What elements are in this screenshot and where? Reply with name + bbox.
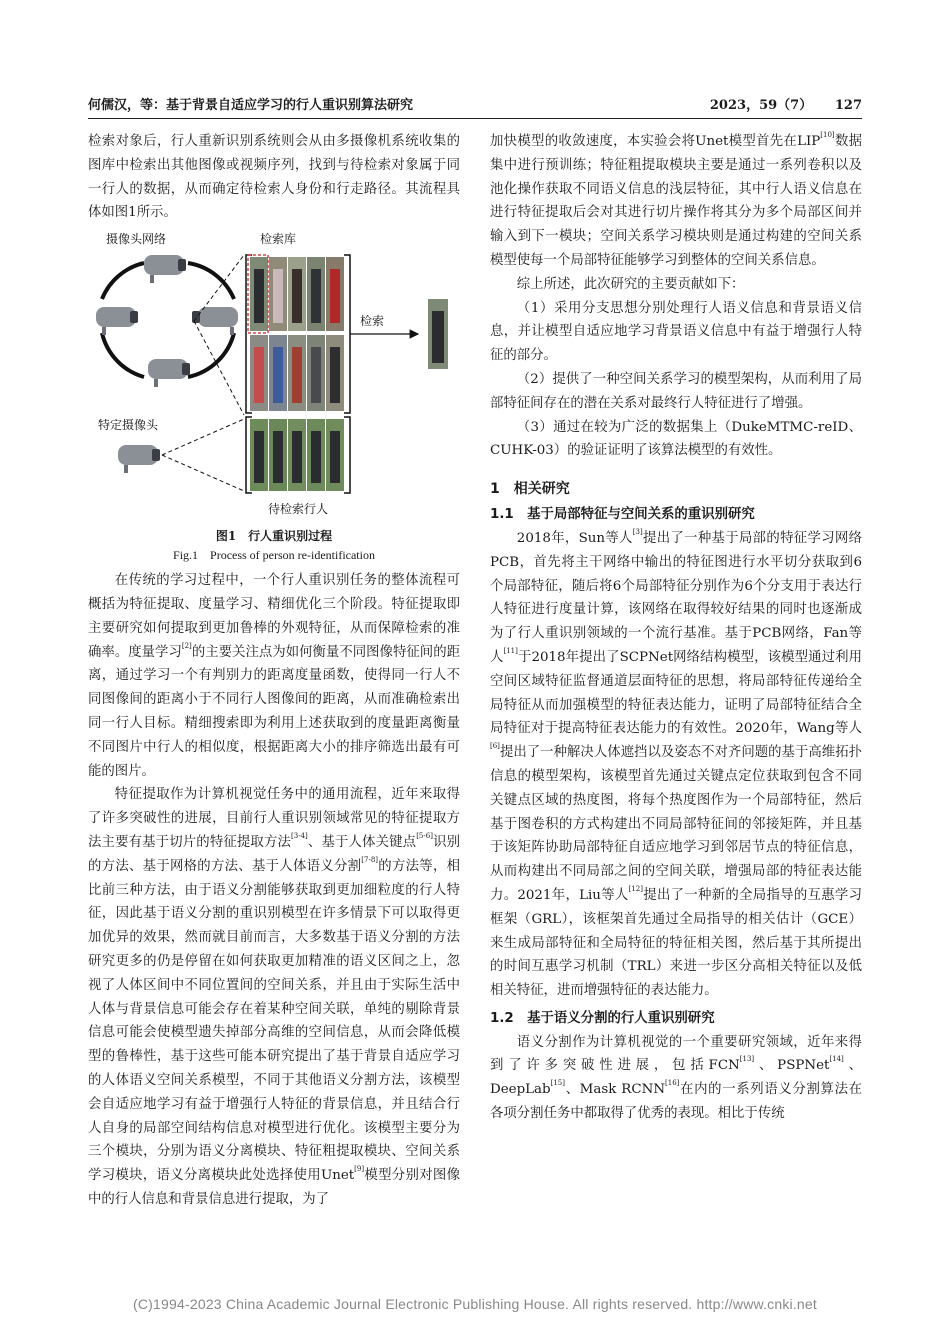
figure-caption-zh: 图1 行人重识别过程	[215, 529, 333, 544]
paragraph: 2018年，Sun等人[3]提出了一种基于局部的特征学习网络PCB，首先将主干网络中输出的特征图进行水平切分获取到6个局部特征，随后将6个局部特征分别作为6个分支用于表达行人特征进行度量计算，该网络在取得较好结果的同时也逐渐成为了行人重识别领域的一个流行基准。基于PCB网络，Fan等人[11]于2018年提出了SCPNet网络结构模型，该模型通过利用空间区域特征监督通道层面特征的思想，将局部特征传递给全局特征从而加强模型的特征表达能力，证明了局部特征结合全局特征对于提高特征表达能力的有效性。2020年，Wang等人[6]提出了一种解决人体遮挡以及姿态不对齐问题的基于高维拓扑信息的模型架构，该模型首先通过关键点定位获取到包含不同关键点区域的热度图，将每个热度图作为一个局部特征，然后基于图卷积的方式构建出不同局部特征间的邻接矩阵，并且基于该矩阵协助局部特征自适应地学习到邻居节点的特征信息，从而构建出不同局部之间的空间关联，增强局部的特征表达能力。2021年，Liu等人[12]提出了一种新的全局指导的互惠学习框架（GRL），该框架首先通过全局指导的相关估计（GCE）来生成局部特征和全局特征的特征相关图，然后基于其所提出的时间互惠学习机制（TRL）来进一步区分高相关特征以及低相关特征，进而增强特征的表达能力。	[490, 527, 863, 999]
copyright-footer: (C)1994-2023 China Academic Journal Electronic Publishing House. All rights reserved. http://www.cnki.net	[133, 1296, 817, 1312]
citation: [3]	[632, 527, 643, 536]
bracket	[344, 255, 350, 413]
section-heading: 1 相关研究	[490, 481, 570, 498]
header-rule	[88, 118, 862, 119]
running-title: 何儒汉，等：基于背景自适应学习的行人重识别算法研究	[88, 98, 414, 113]
citation: [14]	[829, 1055, 844, 1064]
citation: [5-6]	[416, 831, 433, 840]
bracket	[344, 417, 350, 493]
figure-1	[88, 229, 460, 527]
issue: 2023，59（7）	[709, 98, 813, 113]
contribution-item: （3）通过在较为广泛的数据集上（DukeMTMC-reID、CUHK-03）的验证证明了该算法模型的有效性。	[490, 419, 862, 459]
running-header	[88, 94, 862, 116]
right-column	[490, 130, 862, 1126]
subsection-heading: 1.2 基于语义分割的行人重识别研究	[490, 1010, 715, 1026]
citation: [2]	[181, 641, 192, 650]
citation: [15]	[550, 1079, 565, 1088]
citation: [11]	[503, 646, 518, 655]
camera-network-label: 摄像头网络	[106, 232, 167, 247]
result-image	[428, 299, 448, 369]
gallery-label: 检索库	[260, 232, 297, 247]
figure-caption-en: Fig.1 Process of person re-identification	[173, 548, 375, 563]
citation: [13]	[739, 1055, 755, 1064]
network-arc	[102, 333, 144, 377]
issue-and-page	[710, 94, 862, 113]
citation: [9]	[354, 1165, 365, 1174]
paragraph: 综上所述，此次研究的主要贡献如下：	[516, 276, 745, 292]
paragraph: 特征提取作为计算机视觉任务中的通用流程，近年来取得了许多突破性的进展，目前行人重识别领域常见的特征提取方法主要有基于切片的特征提取方法[3-4]、基于人体关键点[5-6]识别的方法、基于网格的方法、基于人体语义分割[7-8]的方法等，相比前三种方法，由于语义分割能够获取到更加细粒度的行人特征，因此基于语义分割的重识别模型在许多情景下可以取得更加优异的效果，然而就目前而言，大多数基于语义分割的方法研究更多的仍是停留在如何获取更加精准的语义区间之上，忽视了人体区间中不同位置间的空间关系，并且由于实际生活中人体与背景信息可能会存在着某种空间关联，单纯的剔除背景信息可能会使模型遗失掉部分高维的空间信息，从而会降低模型的鲁棒性，基于这些可能本研究提出了基于背景自适应学习的人体语义空间关系模型，不同于其他语义分割方法，该模型会自适应地学习有益于增强行人特征的背景信息，并且结合行人自身的局部空间结构信息对模型进行优化。该模型主要分为三个模块，分别为语义分离模块、特征粗提取模块、空间关系学习模块，语义分离模块此处选择使用Unet[9]模型分别对图像中的行人信息和背景信息进行提取，为了	[88, 787, 461, 1207]
network-arc	[102, 263, 144, 299]
paragraph: 在传统的学习过程中，一个行人重识别任务的整体流程可概括为特征提取、度量学习、精细优化三个阶段。特征提取即主要研究如何提取到更加鲁棒的外观特征，从而保障检索的准确率。度量学习[2]的主要关注点为如何衡量不同图像特征间的距离，通过学习一个有判别力的距离度量函数，使得同一行人不同图像间的距离小于不同行人图像间的距离，从而准确检索出同一行人目标。精细搜索即为利用上述获取到的度量距离衡量不同图片中行人的相似度，根据距离大小的排序筛选出最有可能的图片。	[88, 573, 461, 779]
dashed-connector	[162, 419, 244, 455]
dashed-connector	[162, 455, 244, 491]
paragraph: 语义分割作为计算机视觉的一个重要研究领域，近年来得到了许多突破性进展，包括FCN[13]、PSPNet[14]、DeepLab[15]、Mask RCNN[16]在内的一系列语义分割算法在各项分割任务中都取得了优秀的表现。相比于传统	[490, 1034, 863, 1122]
camera-icon	[148, 359, 190, 387]
search-label: 检索	[360, 314, 385, 329]
camera-icon	[144, 255, 186, 283]
camera-icon	[118, 445, 160, 473]
paragraph: 检索对象后，行人重新识别系统则会从由多摄像机系统收集的图库中检索出其他图像或视频序列，找到与待检索对象属于同一行人的数据，从而确定待检索人身份和行走路径。其流程具体如图1所示。	[88, 134, 460, 221]
left-column	[88, 130, 460, 1212]
citation: [12]	[628, 884, 643, 893]
specific-camera-label: 特定摄像头	[98, 418, 159, 433]
page-number: 127	[834, 98, 862, 113]
subsection-heading: 1.1 基于局部特征与空间关系的重识别研究	[490, 507, 755, 523]
network-arc	[188, 333, 234, 377]
query-label: 待检索行人	[268, 502, 329, 517]
citation: [3-4]	[291, 831, 308, 840]
citation: [6]	[490, 742, 500, 751]
network-arc	[188, 263, 234, 299]
query-images	[250, 419, 344, 491]
gallery-images	[250, 257, 344, 411]
citation: [16]	[665, 1079, 680, 1088]
paragraph: 加快模型的收敛速度，本实验会将Unet模型首先在LIP[10]数据集中进行预训练；特征粗提取模块主要是通过一系列卷积以及池化操作获取不同语义信息的浅层特征，其中行人语义信息在进行特征提取后会对其进行切片操作将其分为多个局部区间并输入到下一模块；空间关系学习模块则是通过构建的空间关系模型使每一个局部特征能够学习到整体的空间关系信息。	[490, 131, 863, 268]
citation: [7-8]	[361, 855, 379, 864]
camera-icon	[96, 307, 138, 335]
citation: [10]	[820, 131, 835, 139]
contribution-item: （2）提供了一种空间关系学习的模型架构，从而利用了局部特征间存在的潜在关系对最终行人特征进行了增强。	[490, 371, 862, 411]
dashed-connector	[194, 321, 244, 415]
reid-process-diagram	[88, 229, 460, 527]
contribution-item: （1）采用分支思想分别处理行人语义信息和背景语义信息，并让模型自适应地学习背景语义信息中有益于增强行人特征的部分。	[490, 300, 862, 364]
